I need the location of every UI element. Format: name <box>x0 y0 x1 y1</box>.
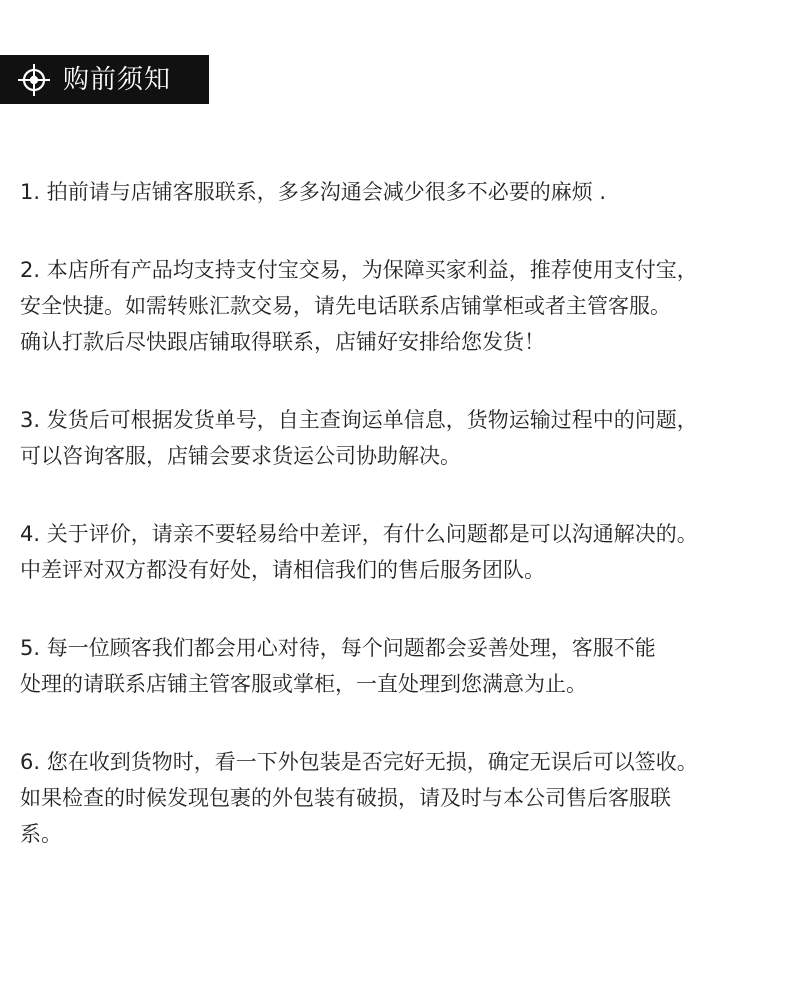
notice-line: 如果检查的时候发现包裹的外包装有破损，请及时与本公司售后客服联 <box>20 786 671 810</box>
notice-item-3 <box>20 402 785 474</box>
notice-line: 5. 每一位顾客我们都会用心对待，每个问题都会妥善处理，客服不能 <box>20 636 656 660</box>
notice-line: 处理的请联系店铺主管客服或掌柜，一直处理到您满意为止。 <box>20 672 587 696</box>
notice-line: 3. 发货后可根据发货单号，自主查询运单信息，货物运输过程中的问题， <box>20 408 698 432</box>
notice-line: 1. 拍前请与店铺客服联系，多多沟通会减少很多不必要的麻烦 . <box>20 180 607 204</box>
notice-line: 安全快捷。如需转账汇款交易，请先电话联系店铺掌柜或者主管客服。 <box>20 294 671 318</box>
notice-list <box>20 174 785 894</box>
page-title: 购前须知 <box>63 64 172 95</box>
notice-item-5 <box>20 630 785 702</box>
notice-line: 可以咨询客服，店铺会要求货运公司协助解决。 <box>20 444 461 468</box>
page-title-bar <box>0 55 209 104</box>
notice-item-4 <box>20 516 785 588</box>
notice-line: 系。 <box>20 822 62 846</box>
notice-line: 确认打款后尽快跟店铺取得联系，店铺好安排给您发货！ <box>20 330 545 354</box>
crosshair-icon <box>17 63 51 97</box>
notice-item-1 <box>20 174 785 210</box>
notice-item-6 <box>20 744 785 852</box>
notice-line: 4. 关于评价，请亲不要轻易给中差评，有什么问题都是可以沟通解决的。 <box>20 522 698 546</box>
notice-line: 2. 本店所有产品均支持支付宝交易，为保障买家利益，推荐使用支付宝， <box>20 258 698 282</box>
notice-line: 中差评对双方都没有好处，请相信我们的售后服务团队。 <box>20 558 545 582</box>
notice-item-2 <box>20 252 785 360</box>
notice-line: 6. 您在收到货物时，看一下外包装是否完好无损，确定无误后可以签收。 <box>20 750 698 774</box>
